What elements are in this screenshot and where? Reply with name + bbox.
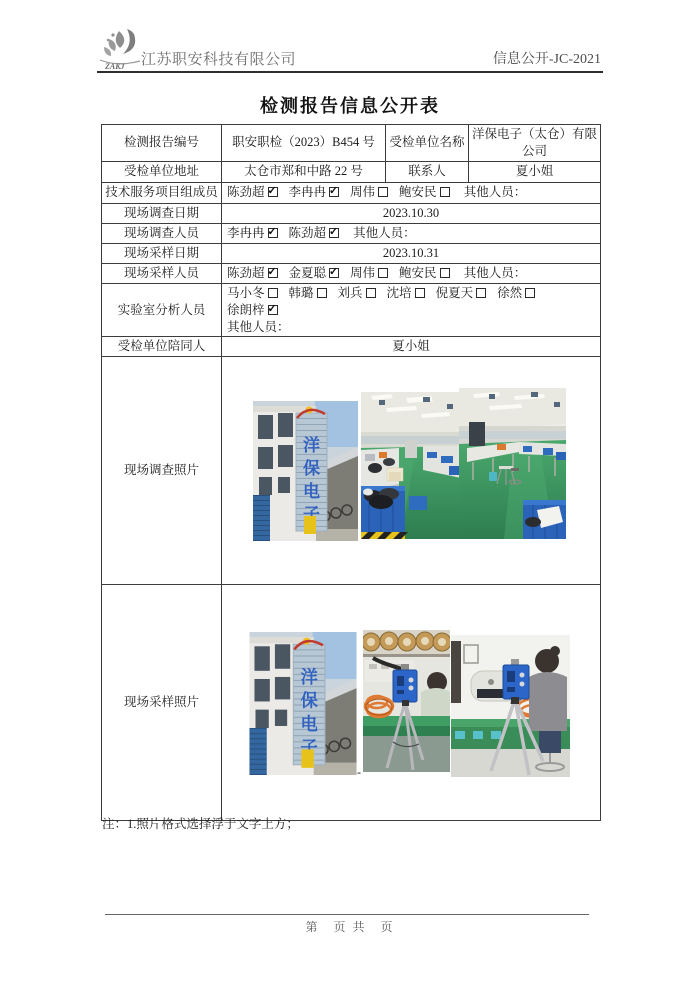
person-entry bbox=[289, 185, 340, 199]
header-divider bbox=[97, 71, 603, 73]
unit-addr-value: 太仓市郑和中路 22 号 bbox=[222, 161, 386, 182]
checkbox-checked[interactable] bbox=[268, 228, 278, 238]
escort-label: 受检单位陪同人 bbox=[102, 337, 222, 357]
checkbox-checked[interactable] bbox=[268, 187, 278, 197]
lab-staff-cell bbox=[222, 283, 601, 337]
person-entry bbox=[227, 226, 278, 240]
sampling-staff-checklist bbox=[227, 266, 461, 280]
person-name: 沈培 bbox=[386, 285, 412, 300]
sampling-photo-worker-1 bbox=[363, 630, 450, 772]
person-entry bbox=[436, 286, 487, 300]
company-name: 江苏职安科技有限公司 bbox=[141, 52, 297, 68]
sampling-date-value: 2023.10.31 bbox=[222, 243, 601, 263]
checkbox-unchecked[interactable] bbox=[440, 187, 450, 197]
person-name: 倪夏天 bbox=[435, 285, 474, 300]
person-name: 陈劲超 bbox=[227, 185, 265, 200]
sampling-staff-others-label: 其他人员： bbox=[463, 265, 527, 280]
contact-label: 联系人 bbox=[386, 161, 469, 182]
person-entry bbox=[227, 266, 278, 280]
sampling-photo-worker-2 bbox=[451, 635, 570, 777]
sampling-photos-label: 现场采样照片 bbox=[102, 585, 222, 821]
person-name: 陈劲超 bbox=[227, 265, 265, 280]
unit-addr-label: 受检单位地址 bbox=[102, 161, 222, 182]
sampling-staff-label: 现场采样人员 bbox=[102, 263, 222, 283]
person-name: 鲍安民 bbox=[399, 265, 437, 280]
unit-name-label: 受检单位名称 bbox=[386, 125, 469, 162]
person-name: 金夏聪 bbox=[288, 265, 327, 280]
sampling-photos-cell bbox=[222, 585, 601, 821]
person-name: 李冉冉 bbox=[288, 185, 327, 200]
report-no-label: 检测报告编号 bbox=[102, 125, 222, 162]
person-name: 鲍安民 bbox=[399, 185, 437, 200]
person-name: 刘兵 bbox=[337, 285, 363, 300]
tech-team-others-label: 其他人员： bbox=[463, 185, 527, 200]
person-entry bbox=[227, 303, 278, 317]
person-name: 周伟 bbox=[350, 265, 376, 280]
person-entry bbox=[289, 286, 327, 300]
person-entry bbox=[338, 286, 376, 300]
checkbox-unchecked[interactable] bbox=[525, 288, 535, 298]
survey-photo-workshop-2 bbox=[459, 388, 566, 539]
person-entry bbox=[399, 185, 450, 199]
checkbox-unchecked[interactable] bbox=[440, 268, 450, 278]
tech-team-checklist bbox=[227, 185, 461, 199]
checkbox-unchecked[interactable] bbox=[415, 288, 425, 298]
checkbox-unchecked[interactable] bbox=[268, 288, 278, 298]
disclosure-form-table bbox=[101, 124, 601, 821]
lab-staff-others-label: 其他人员： bbox=[227, 319, 290, 334]
survey-date-label: 现场调查日期 bbox=[102, 203, 222, 223]
survey-staff-checklist bbox=[227, 226, 350, 240]
survey-photos-cell bbox=[222, 357, 601, 585]
survey-photos-label: 现场调查照片 bbox=[102, 357, 222, 585]
survey-photo-building bbox=[253, 401, 358, 541]
survey-photo-workshop-1 bbox=[361, 392, 461, 539]
person-entry bbox=[497, 286, 535, 300]
person-entry bbox=[227, 286, 278, 300]
tech-team-cell bbox=[222, 182, 601, 203]
person-name: 李冉冉 bbox=[227, 225, 265, 240]
text-cursor-dash: - bbox=[357, 765, 361, 780]
tech-team-label: 技术服务项目组成员 bbox=[102, 182, 222, 203]
checkbox-unchecked[interactable] bbox=[378, 268, 388, 278]
checkbox-checked[interactable] bbox=[329, 228, 339, 238]
person-entry bbox=[399, 266, 450, 280]
lab-staff-label: 实验室分析人员 bbox=[102, 283, 222, 337]
person-name: 陈劲超 bbox=[288, 225, 327, 240]
footnote: 注：1.照片格式选择浮于文字上方； bbox=[102, 817, 299, 831]
sampling-staff-cell bbox=[222, 263, 601, 283]
person-name: 韩璐 bbox=[288, 285, 314, 300]
checkbox-checked[interactable] bbox=[268, 305, 278, 315]
report-no-value: 职安职检（2023）B454 号 bbox=[222, 125, 386, 162]
sampling-date-label: 现场采样日期 bbox=[102, 243, 222, 263]
checkbox-unchecked[interactable] bbox=[366, 288, 376, 298]
logo-text: ZAKJ bbox=[105, 62, 125, 71]
survey-date-value: 2023.10.30 bbox=[222, 203, 601, 223]
survey-staff-label: 现场调查人员 bbox=[102, 223, 222, 243]
person-entry bbox=[227, 185, 278, 199]
checkbox-checked[interactable] bbox=[268, 268, 278, 278]
person-name: 马小冬 bbox=[227, 285, 265, 300]
survey-staff-cell bbox=[222, 223, 601, 243]
company-logo-icon bbox=[97, 27, 143, 76]
person-entry bbox=[350, 266, 388, 280]
checkbox-unchecked[interactable] bbox=[378, 187, 388, 197]
person-entry bbox=[289, 266, 340, 280]
lab-staff-checklist bbox=[227, 285, 597, 319]
unit-name-value: 洋保电子（太仓）有限公司 bbox=[469, 125, 601, 162]
document-code: 信息公开-JC-2021 bbox=[492, 52, 601, 67]
survey-staff-others-label: 其他人员： bbox=[353, 225, 416, 240]
person-name: 徐朗梓 bbox=[227, 302, 265, 317]
checkbox-checked[interactable] bbox=[329, 187, 339, 197]
person-entry bbox=[387, 286, 425, 300]
sampling-photo-building bbox=[248, 632, 358, 775]
escort-value: 夏小姐 bbox=[222, 337, 601, 357]
checkbox-unchecked[interactable] bbox=[476, 288, 486, 298]
checkbox-checked[interactable] bbox=[329, 268, 339, 278]
person-entry bbox=[350, 185, 388, 199]
person-name: 周伟 bbox=[350, 185, 376, 200]
footer-divider bbox=[105, 914, 589, 915]
page-number-text: 第 页 共 页 bbox=[305, 920, 395, 934]
page-title: 检测报告信息公开表 bbox=[260, 96, 440, 116]
contact-value: 夏小姐 bbox=[469, 161, 601, 182]
person-entry bbox=[289, 226, 340, 240]
checkbox-unchecked[interactable] bbox=[317, 288, 327, 298]
person-name: 徐然 bbox=[497, 285, 523, 300]
